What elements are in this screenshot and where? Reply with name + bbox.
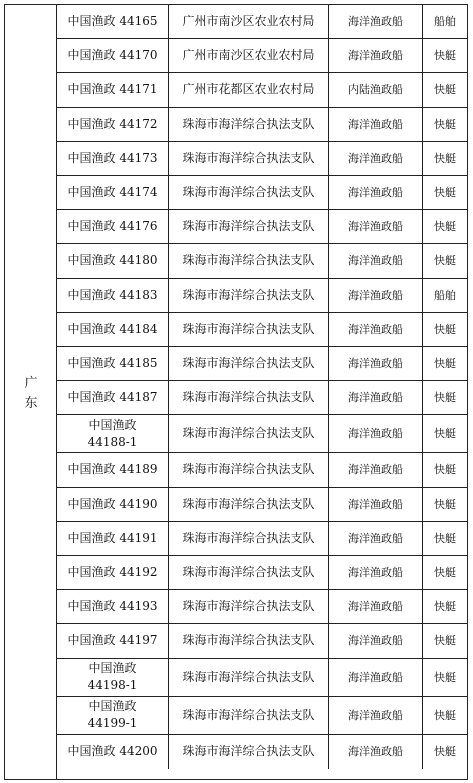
vessel-type-cell: 快艇 bbox=[434, 322, 456, 336]
vessel-category-cell: 海洋渔政船 bbox=[329, 210, 423, 243]
agency-cell: 珠海市海洋综合执法支队 bbox=[169, 624, 329, 657]
vessel-category-cell: 海洋渔政船 bbox=[329, 142, 423, 175]
province-label: 广 东 bbox=[24, 376, 38, 411]
vessel-name-cell: 中国渔政 44197 bbox=[57, 624, 169, 657]
vessel-type-cell: 快艇 bbox=[434, 151, 456, 165]
vessel-type-cell: 快艇 bbox=[434, 391, 456, 405]
vessel-type-cell: 快艇 bbox=[434, 186, 456, 200]
agency-cell: 广州市花都区农业农村局 bbox=[169, 73, 329, 106]
vessel-name-cell: 中国渔政 44193 bbox=[57, 590, 169, 623]
vessel-name-cell: 中国渔政 44170 bbox=[57, 39, 169, 72]
vessel-type-cell: 快艇 bbox=[434, 600, 456, 614]
vessel-name-cell: 中国渔政 44188-1 bbox=[57, 415, 169, 452]
table-row bbox=[57, 176, 467, 210]
fishery-vessel-table bbox=[4, 4, 468, 780]
table-row bbox=[57, 313, 467, 347]
agency-cell: 珠海市海洋综合执法支队 bbox=[169, 176, 329, 209]
agency-cell: 珠海市海洋综合执法支队 bbox=[169, 590, 329, 623]
table-row bbox=[57, 347, 467, 381]
vessel-name-cell: 中国渔政 44172 bbox=[57, 108, 169, 141]
vessel-category-cell: 海洋渔政船 bbox=[329, 313, 423, 346]
table-row bbox=[57, 73, 467, 107]
table-row bbox=[57, 108, 467, 142]
vessel-type-cell: 船舶 bbox=[434, 288, 456, 302]
vessel-type-cell: 快艇 bbox=[434, 566, 456, 580]
vessel-category-cell: 海洋渔政船 bbox=[329, 590, 423, 623]
table-row bbox=[57, 697, 467, 735]
vessel-type-cell: 快艇 bbox=[434, 49, 456, 63]
agency-cell: 珠海市海洋综合执法支队 bbox=[169, 735, 329, 769]
vessel-name-cell: 中国渔政 44183 bbox=[57, 279, 169, 312]
vessel-name-cell: 中国渔政 44174 bbox=[57, 176, 169, 209]
table-row bbox=[57, 5, 467, 39]
vessel-name-cell: 中国渔政 44180 bbox=[57, 244, 169, 277]
table-rows bbox=[57, 5, 467, 779]
agency-cell: 珠海市海洋综合执法支队 bbox=[169, 522, 329, 555]
table-row bbox=[57, 590, 467, 624]
vessel-type-cell: 快艇 bbox=[434, 83, 456, 97]
vessel-category-cell: 海洋渔政船 bbox=[329, 279, 423, 312]
vessel-category-cell: 海洋渔政船 bbox=[329, 381, 423, 414]
vessel-name-cell: 中国渔政 44189 bbox=[57, 453, 169, 486]
agency-cell: 珠海市海洋综合执法支队 bbox=[169, 381, 329, 414]
agency-cell: 广州市南沙区农业农村局 bbox=[169, 5, 329, 38]
vessel-category-cell: 海洋渔政船 bbox=[329, 415, 423, 452]
vessel-category-cell: 海洋渔政船 bbox=[329, 624, 423, 657]
vessel-name-cell: 中国渔政 44185 bbox=[57, 347, 169, 380]
agency-cell: 珠海市海洋综合执法支队 bbox=[169, 142, 329, 175]
vessel-name-cell: 中国渔政 44190 bbox=[57, 488, 169, 521]
vessel-category-cell: 海洋渔政船 bbox=[329, 244, 423, 277]
vessel-category-cell: 海洋渔政船 bbox=[329, 347, 423, 380]
agency-cell: 珠海市海洋综合执法支队 bbox=[169, 347, 329, 380]
vessel-category-cell: 内陆渔政船 bbox=[329, 73, 423, 106]
vessel-type-cell: 快艇 bbox=[434, 117, 456, 131]
table-row bbox=[57, 142, 467, 176]
agency-cell: 珠海市海洋综合执法支队 bbox=[169, 415, 329, 452]
table-row bbox=[57, 522, 467, 556]
agency-cell: 珠海市海洋综合执法支队 bbox=[169, 556, 329, 589]
table-row bbox=[57, 381, 467, 415]
vessel-category-cell: 海洋渔政船 bbox=[329, 453, 423, 486]
vessel-name-cell: 中国渔政 44187 bbox=[57, 381, 169, 414]
vessel-type-cell: 快艇 bbox=[434, 220, 456, 234]
table-row bbox=[57, 735, 467, 769]
vessel-type-cell: 快艇 bbox=[434, 463, 456, 477]
vessel-type-cell: 快艇 bbox=[434, 531, 456, 545]
vessel-name-cell: 中国渔政 44191 bbox=[57, 522, 169, 555]
province-cell bbox=[5, 5, 57, 779]
vessel-category-cell: 海洋渔政船 bbox=[329, 176, 423, 209]
table-row bbox=[57, 210, 467, 244]
vessel-name-cell: 中国渔政 44176 bbox=[57, 210, 169, 243]
vessel-name-cell: 中国渔政 44173 bbox=[57, 142, 169, 175]
vessel-category-cell: 海洋渔政船 bbox=[329, 735, 423, 769]
vessel-name-cell: 中国渔政 44165 bbox=[57, 5, 169, 38]
vessel-type-cell: 快艇 bbox=[434, 497, 456, 511]
vessel-category-cell: 海洋渔政船 bbox=[329, 488, 423, 521]
vessel-type-cell: 快艇 bbox=[434, 670, 456, 684]
table-row bbox=[57, 453, 467, 487]
vessel-category-cell: 海洋渔政船 bbox=[329, 697, 423, 734]
table-row bbox=[57, 624, 467, 658]
vessel-type-cell: 快艇 bbox=[434, 708, 456, 722]
vessel-type-cell: 快艇 bbox=[434, 254, 456, 268]
agency-cell: 珠海市海洋综合执法支队 bbox=[169, 244, 329, 277]
agency-cell: 珠海市海洋综合执法支队 bbox=[169, 488, 329, 521]
agency-cell: 珠海市海洋综合执法支队 bbox=[169, 210, 329, 243]
agency-cell: 珠海市海洋综合执法支队 bbox=[169, 453, 329, 486]
agency-cell: 珠海市海洋综合执法支队 bbox=[169, 108, 329, 141]
agency-cell: 珠海市海洋综合执法支队 bbox=[169, 279, 329, 312]
vessel-type-cell: 快艇 bbox=[434, 745, 456, 759]
vessel-category-cell: 海洋渔政船 bbox=[329, 5, 423, 38]
table-row bbox=[57, 39, 467, 73]
table-row bbox=[57, 279, 467, 313]
vessel-type-cell: 快艇 bbox=[434, 427, 456, 441]
vessel-name-cell: 中国渔政 44192 bbox=[57, 556, 169, 589]
vessel-name-cell: 中国渔政 44199-1 bbox=[57, 697, 169, 734]
table-row bbox=[57, 488, 467, 522]
table-row bbox=[57, 415, 467, 453]
vessel-type-cell: 快艇 bbox=[434, 357, 456, 371]
vessel-type-cell: 船舶 bbox=[434, 15, 456, 29]
agency-cell: 广州市南沙区农业农村局 bbox=[169, 39, 329, 72]
agency-cell: 珠海市海洋综合执法支队 bbox=[169, 697, 329, 734]
vessel-name-cell: 中国渔政 44198-1 bbox=[57, 659, 169, 696]
vessel-category-cell: 海洋渔政船 bbox=[329, 659, 423, 696]
table-row bbox=[57, 244, 467, 278]
table-row bbox=[57, 556, 467, 590]
vessel-category-cell: 海洋渔政船 bbox=[329, 39, 423, 72]
vessel-name-cell: 中国渔政 44200 bbox=[57, 735, 169, 769]
vessel-type-cell: 快艇 bbox=[434, 634, 456, 648]
table-row bbox=[57, 659, 467, 697]
agency-cell: 珠海市海洋综合执法支队 bbox=[169, 313, 329, 346]
vessel-name-cell: 中国渔政 44184 bbox=[57, 313, 169, 346]
vessel-category-cell: 海洋渔政船 bbox=[329, 108, 423, 141]
vessel-category-cell: 海洋渔政船 bbox=[329, 522, 423, 555]
agency-cell: 珠海市海洋综合执法支队 bbox=[169, 659, 329, 696]
vessel-category-cell: 海洋渔政船 bbox=[329, 556, 423, 589]
vessel-name-cell: 中国渔政 44171 bbox=[57, 73, 169, 106]
